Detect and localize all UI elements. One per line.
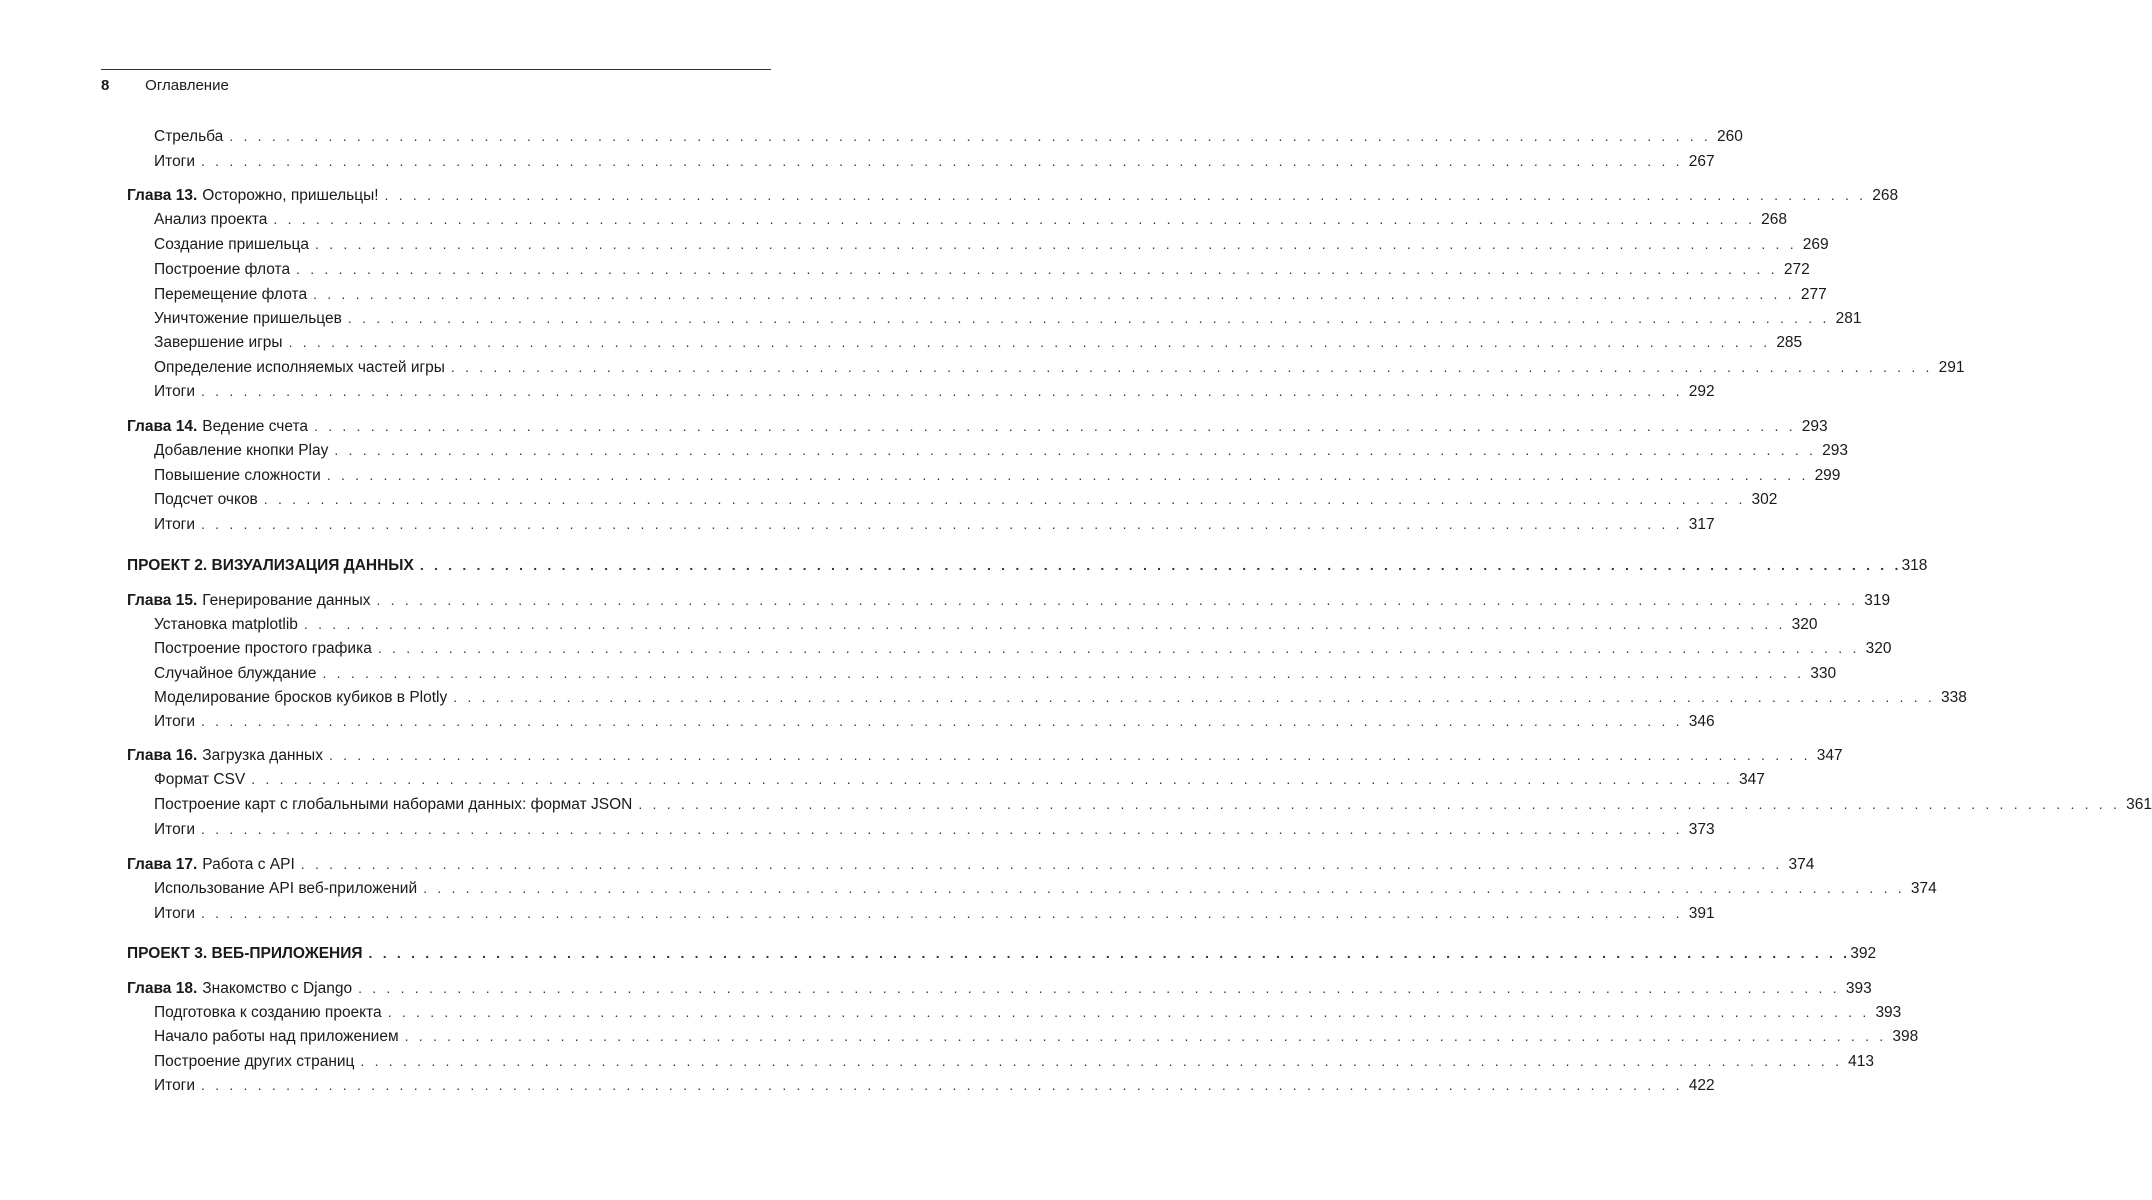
toc-chapter-entry — [127, 853, 1815, 875]
toc-chapter-entry — [127, 184, 1899, 206]
entry-page: 393 — [1875, 1004, 1902, 1021]
toc-section-entry — [154, 793, 2152, 815]
toc-chapter-entry — [127, 415, 1828, 437]
toc-section-entry — [154, 686, 1967, 708]
entry-title — [127, 185, 385, 207]
entry-page: 318 — [1901, 557, 1928, 574]
entry-title: Итоги — [154, 903, 201, 925]
dot-leader: . . . . . . . . . . . . . . . . . . . . . . . . . . . . . . . . . . . . . . . . . . . . . . . . . . . . . . . . . . . . . . . . . . . . . . . . . . . . . . . . . . . . . . . . . . . . . . . . . . . . . . . . . — [358, 980, 1840, 996]
entry-title: Создание пришельца — [154, 234, 315, 256]
dot-leader: . . . . . . . . . . . . . . . . . . . . . . . . . . . . . . . . . . . . . . . . . . . . . . . . . . . . . . . . . . . . . . . . . . . . . . . . . . . . . . . . . . . . . . . . . . . . . . . . . . . . . . . . . — [326, 467, 1809, 483]
dot-leader: . . . . . . . . . . . . . . . . . . . . . . . . . . . . . . . . . . . . . . . . . . . . . . . . . . . . . . . . . . . . . . . . . . . . . . . . . . . . . . . . . . . . . . . . . . . . . . . . . . . . . . . . . — [368, 945, 1851, 961]
toc-section-entry — [154, 710, 1715, 732]
entry-page: 346 — [1688, 713, 1715, 730]
entry-page: 281 — [1835, 310, 1862, 327]
entry-page: 277 — [1800, 286, 1827, 303]
entry-title: Анализ проекта — [154, 209, 273, 231]
toc-section-entry — [154, 818, 1715, 840]
toc-section-entry — [154, 258, 1810, 280]
dot-leader: . . . . . . . . . . . . . . . . . . . . . . . . . . . . . . . . . . . . . . . . . . . . . . . . . . . . . . . . . . . . . . . . . . . . . . . . . . . . . . . . . . . . . . . . . . . . . . . . . . . . . . . . . — [273, 211, 1756, 227]
dot-leader: . . . . . . . . . . . . . . . . . . . . . . . . . . . . . . . . . . . . . . . . . . . . . . . . . . . . . . . . . . . . . . . . . . . . . . . . . . . . . . . . . . . . . . . . . . . . . . . . . . . . . . . . . — [201, 713, 1683, 729]
entry-title: Добавление кнопки Play — [154, 440, 334, 462]
dot-leader: . . . . . . . . . . . . . . . . . . . . . . . . . . . . . . . . . . . . . . . . . . . . . . . . . . . . . . . . . . . . . . . . . . . . . . . . . . . . . . . . . . . . . . . . . . . . . . . . . . . . . . . . . — [347, 310, 1830, 326]
entry-title — [127, 978, 358, 1000]
dot-leader: . . . . . . . . . . . . . . . . . . . . . . . . . . . . . . . . . . . . . . . . . . . . . . . . . . . . . . . . . . . . . . . . . . . . . . . . . . . . . . . . . . . . . . . . . . . . . . . . . . . . . . . . . — [404, 1028, 1887, 1044]
dot-leader: . . . . . . . . . . . . . . . . . . . . . . . . . . . . . . . . . . . . . . . . . . . . . . . . . . . . . . . . . . . . . . . . . . . . . . . . . . . . . . . . . . . . . . . . . . . . . . . . . . . . . . . . . — [384, 187, 1867, 203]
entry-page: 361 — [2126, 796, 2152, 813]
entry-page: 268 — [1761, 211, 1788, 228]
dot-leader: . . . . . . . . . . . . . . . . . . . . . . . . . . . . . . . . . . . . . . . . . . . . . . . . . . . . . . . . . . . . . . . . . . . . . . . . . . . . . . . . . . . . . . . . . . . . . . . . . . . . . . . . . — [201, 383, 1683, 399]
toc-section-entry — [154, 307, 1862, 329]
entry-title: Моделирование бросков кубиков в Plotly — [154, 687, 453, 709]
entry-title: Установка matplotlib — [154, 614, 304, 636]
entry-page: 374 — [1788, 856, 1815, 873]
dot-leader: . . . . . . . . . . . . . . . . . . . . . . . . . . . . . . . . . . . . . . . . . . . . . . . . . . . . . . . . . . . . . . . . . . . . . . . . . . . . . . . . . . . . . . . . . . . . . . . . . . . . . . . . . — [638, 796, 2121, 812]
entry-title: Итоги — [154, 514, 201, 536]
toc-section-entry — [154, 233, 1829, 255]
toc-section-entry — [154, 125, 1743, 147]
dot-leader: . . . . . . . . . . . . . . . . . . . . . . . . . . . . . . . . . . . . . . . . . . . . . . . . . . . . . . . . . . . . . . . . . . . . . . . . . . . . . . . . . . . . . . . . . . . . . . . . . . . . . . . . . — [376, 592, 1859, 608]
dot-leader: . . . . . . . . . . . . . . . . . . . . . . . . . . . . . . . . . . . . . . . . . . . . . . . . . . . . . . . . . . . . . . . . . . . . . . . . . . . . . . . . . . . . . . . . . . . . . . . . . . . . . . . . . — [201, 516, 1683, 532]
entry-page: 319 — [1864, 592, 1891, 609]
entry-title: ПРОЕКТ 2. ВИЗУАЛИЗАЦИЯ ДАННЫХ — [127, 555, 420, 577]
entry-page: 398 — [1892, 1028, 1919, 1045]
chapter-number: Глава 13. — [127, 187, 198, 204]
entry-title — [127, 745, 329, 767]
entry-title — [127, 854, 301, 876]
chapter-title: Генерирование данных — [202, 592, 371, 609]
entry-title: Уничтожение пришельцев — [154, 308, 348, 330]
toc-section-entry — [154, 1025, 1919, 1047]
entry-page: 347 — [1816, 747, 1843, 764]
entry-title — [127, 416, 314, 438]
entry-page: 291 — [1938, 359, 1965, 376]
entry-page: 299 — [1814, 467, 1841, 484]
entry-title: Формат CSV — [154, 769, 251, 791]
toc-section-entry — [154, 488, 1778, 510]
chapter-title: Ведение счета — [202, 418, 309, 435]
entry-page: 422 — [1688, 1077, 1715, 1094]
toc-section-entry — [154, 662, 1837, 684]
toc-section-entry — [154, 150, 1715, 172]
chapter-number: Глава 15. — [127, 592, 198, 609]
entry-page: 330 — [1810, 665, 1837, 682]
toc-section-entry — [154, 331, 1803, 353]
entry-page: 293 — [1801, 418, 1828, 435]
toc-chapter-entry — [127, 744, 1843, 766]
chapter-title: Знакомство с Django — [202, 980, 353, 997]
entry-page: 392 — [1850, 945, 1877, 962]
entry-page: 267 — [1688, 153, 1715, 170]
dot-leader: . . . . . . . . . . . . . . . . . . . . . . . . . . . . . . . . . . . . . . . . . . . . . . . . . . . . . . . . . . . . . . . . . . . . . . . . . . . . . . . . . . . . . . . . . . . . . . . . . . . . . . . . . — [328, 747, 1811, 763]
dot-leader: . . . . . . . . . . . . . . . . . . . . . . . . . . . . . . . . . . . . . . . . . . . . . . . . . . . . . . . . . . . . . . . . . . . . . . . . . . . . . . . . . . . . . . . . . . . . . . . . . . . . . . . . . — [423, 880, 1905, 896]
entry-title: Определение исполняемых частей игры — [154, 357, 451, 379]
entry-page: 269 — [1802, 236, 1829, 253]
entry-title: Перемещение флота — [154, 284, 313, 306]
toc-part-entry — [127, 554, 1928, 576]
entry-page: 338 — [1941, 689, 1967, 706]
entry-page: 374 — [1910, 880, 1937, 897]
dot-leader: . . . . . . . . . . . . . . . . . . . . . . . . . . . . . . . . . . . . . . . . . . . . . . . . . . . . . . . . . . . . . . . . . . . . . . . . . . . . . . . . . . . . . . . . . . . . . . . . . . . . . . . . . — [296, 261, 1778, 277]
toc-section-entry — [154, 1001, 1902, 1023]
entry-page: 317 — [1688, 516, 1715, 533]
entry-title: Случайное блуждание — [154, 663, 322, 685]
toc-section-entry — [154, 464, 1841, 486]
dot-leader: . . . . . . . . . . . . . . . . . . . . . . . . . . . . . . . . . . . . . . . . . . . . . . . . . . . . . . . . . . . . . . . . . . . . . . . . . . . . . . . . . . . . . . . . . . . . . . . . . . . . . . . . . — [360, 1053, 1843, 1069]
chapter-number: Глава 18. — [127, 980, 198, 997]
entry-title: ПРОЕКТ 3. ВЕБ-ПРИЛОЖЕНИЯ — [127, 943, 369, 965]
entry-page: 268 — [1872, 187, 1899, 204]
entry-title: Завершение игры — [154, 332, 289, 354]
entry-title: Итоги — [154, 1075, 201, 1097]
chapter-number: Глава 14. — [127, 418, 198, 435]
dot-leader: . . . . . . . . . . . . . . . . . . . . . . . . . . . . . . . . . . . . . . . . . . . . . . . . . . . . . . . . . . . . . . . . . . . . . . . . . . . . . . . . . . . . . . . . . . . . . . . . . . . . . . . . . — [201, 905, 1683, 921]
toc-chapter-entry — [127, 977, 1872, 999]
entry-title: Построение простого графика — [154, 638, 378, 660]
dot-leader: . . . . . . . . . . . . . . . . . . . . . . . . . . . . . . . . . . . . . . . . . . . . . . . . . . . . . . . . . . . . . . . . . . . . . . . . . . . . . . . . . . . . . . . . . . . . . . . . . . . . . . . . . — [322, 665, 1805, 681]
dot-leader: . . . . . . . . . . . . . . . . . . . . . . . . . . . . . . . . . . . . . . . . . . . . . . . . . . . . . . . . . . . . . . . . . . . . . . . . . . . . . . . . . . . . . . . . . . . . . . . . . . . . . . . . . — [387, 1004, 1870, 1020]
entry-page: 260 — [1717, 128, 1743, 145]
dot-leader: . . . . . . . . . . . . . . . . . . . . . . . . . . . . . . . . . . . . . . . . . . . . . . . . . . . . . . . . . . . . . . . . . . . . . . . . . . . . . . . . . . . . . . . . . . . . . . . . . . . . . . . . . — [201, 1077, 1683, 1093]
entry-page: 292 — [1688, 383, 1715, 400]
toc-section-entry — [154, 637, 1892, 659]
chapter-title: Осторожно, пришельцы! — [202, 187, 379, 204]
entry-page: 347 — [1739, 771, 1765, 788]
dot-leader: . . . . . . . . . . . . . . . . . . . . . . . . . . . . . . . . . . . . . . . . . . . . . . . . . . . . . . . . . . . . . . . . . . . . . . . . . . . . . . . . . . . . . . . . . . . . . . . . . . . . . . . . . — [263, 491, 1746, 507]
entry-title: Подготовка к созданию проекта — [154, 1002, 388, 1024]
dot-leader: . . . . . . . . . . . . . . . . . . . . . . . . . . . . . . . . . . . . . . . . . . . . . . . . . . . . . . . . . . . . . . . . . . . . . . . . . . . . . . . . . . . . . . . . . . . . . . . . . . . . . . . . . — [288, 334, 1771, 350]
dot-leader: . . . . . . . . . . . . . . . . . . . . . . . . . . . . . . . . . . . . . . . . . . . . . . . . . . . . . . . . . . . . . . . . . . . . . . . . . . . . . . . . . . . . . . . . . . . . . . . . . . . . . . . . . — [300, 856, 1783, 872]
toc-section-entry — [154, 902, 1715, 924]
toc-chapter-entry — [127, 589, 1891, 611]
entry-title: Итоги — [154, 151, 201, 173]
entry-page: 373 — [1688, 821, 1715, 838]
toc-section-entry — [154, 768, 1765, 790]
entry-title: Построение других страниц — [154, 1051, 360, 1073]
entry-title: Стрельба — [154, 126, 229, 148]
entry-title: Построение карт с глобальными наборами данных: формат JSON — [154, 794, 638, 816]
toc-section-entry — [154, 1050, 1875, 1072]
entry-title: Повышение сложности — [154, 465, 327, 487]
entry-title: Построение флота — [154, 259, 296, 281]
toc-section-entry — [154, 283, 1827, 305]
entry-page: 393 — [1845, 980, 1872, 997]
dot-leader: . . . . . . . . . . . . . . . . . . . . . . . . . . . . . . . . . . . . . . . . . . . . . . . . . . . . . . . . . . . . . . . . . . . . . . . . . . . . . . . . . . . . . . . . . . . . . . . . . . . . . . . . . — [450, 359, 1933, 375]
dot-leader: . . . . . . . . . . . . . . . . . . . . . . . . . . . . . . . . . . . . . . . . . . . . . . . . . . . . . . . . . . . . . . . . . . . . . . . . . . . . . . . . . . . . . . . . . . . . . . . . . . . . . . . . . — [453, 689, 1935, 705]
entry-title: Итоги — [154, 711, 201, 733]
dot-leader: . . . . . . . . . . . . . . . . . . . . . . . . . . . . . . . . . . . . . . . . . . . . . . . . . . . . . . . . . . . . . . . . . . . . . . . . . . . . . . . . . . . . . . . . . . . . . . . . . . . . . . . . . — [313, 286, 1795, 302]
toc-section-entry — [154, 877, 1937, 899]
entry-page: 293 — [1822, 442, 1848, 459]
toc-section-entry — [154, 356, 1965, 378]
page-number: 8 — [101, 77, 110, 94]
toc-section-entry — [154, 439, 1848, 461]
dot-leader: . . . . . . . . . . . . . . . . . . . . . . . . . . . . . . . . . . . . . . . . . . . . . . . . . . . . . . . . . . . . . . . . . . . . . . . . . . . . . . . . . . . . . . . . . . . . . . . . . . . . . . . . . — [229, 128, 1712, 144]
dot-leader: . . . . . . . . . . . . . . . . . . . . . . . . . . . . . . . . . . . . . . . . . . . . . . . . . . . . . . . . . . . . . . . . . . . . . . . . . . . . . . . . . . . . . . . . . . . . . . . . . . . . . . . . . — [303, 616, 1786, 632]
entry-title: Начало работы над приложением — [154, 1026, 405, 1048]
entry-page: 272 — [1783, 261, 1810, 278]
entry-page: 320 — [1865, 640, 1892, 657]
entry-page: 320 — [1791, 616, 1818, 633]
dot-leader: . . . . . . . . . . . . . . . . . . . . . . . . . . . . . . . . . . . . . . . . . . . . . . . . . . . . . . . . . . . . . . . . . . . . . . . . . . . . . . . . . . . . . . . . . . . . . . . . . . . . . . . . . — [377, 640, 1860, 656]
dot-leader: . . . . . . . . . . . . . . . . . . . . . . . . . . . . . . . . . . . . . . . . . . . . . . . . . . . . . . . . . . . . . . . . . . . . . . . . . . . . . . . . . . . . . . . . . . . . . . . . . . . . . . . . . — [201, 153, 1683, 169]
dot-leader: . . . . . . . . . . . . . . . . . . . . . . . . . . . . . . . . . . . . . . . . . . . . . . . . . . . . . . . . . . . . . . . . . . . . . . . . . . . . . . . . . . . . . . . . . . . . . . . . . . . . . . . . . — [315, 236, 1797, 252]
entry-title: Использование API веб-приложений — [154, 878, 423, 900]
dot-leader: . . . . . . . . . . . . . . . . . . . . . . . . . . . . . . . . . . . . . . . . . . . . . . . . . . . . . . . . . . . . . . . . . . . . . . . . . . . . . . . . . . . . . . . . . . . . . . . . . . . . . . . . . — [419, 557, 1902, 573]
toc-section-entry — [154, 1074, 1715, 1096]
entry-page: 302 — [1751, 491, 1778, 508]
dot-leader: . . . . . . . . . . . . . . . . . . . . . . . . . . . . . . . . . . . . . . . . . . . . . . . . . . . . . . . . . . . . . . . . . . . . . . . . . . . . . . . . . . . . . . . . . . . . . . . . . . . . . . . . . — [251, 771, 1733, 787]
toc-part-entry — [127, 942, 1877, 964]
running-title: Оглавление — [145, 77, 229, 94]
entry-title: Итоги — [154, 381, 201, 403]
entry-title: Итоги — [154, 819, 201, 841]
chapter-number: Глава 17. — [127, 856, 198, 873]
entry-page: 413 — [1848, 1053, 1875, 1070]
toc-section-entry — [154, 208, 1788, 230]
chapter-title: Работа с API — [202, 856, 295, 873]
dot-leader: . . . . . . . . . . . . . . . . . . . . . . . . . . . . . . . . . . . . . . . . . . . . . . . . . . . . . . . . . . . . . . . . . . . . . . . . . . . . . . . . . . . . . . . . . . . . . . . . . . . . . . . . . — [201, 821, 1683, 837]
entry-title — [127, 590, 376, 612]
toc-section-entry — [154, 613, 1818, 635]
chapter-number: Глава 16. — [127, 747, 198, 764]
toc-section-entry — [154, 380, 1715, 402]
entry-title: Подсчет очков — [154, 489, 264, 511]
entry-page: 391 — [1688, 905, 1715, 922]
dot-leader: . . . . . . . . . . . . . . . . . . . . . . . . . . . . . . . . . . . . . . . . . . . . . . . . . . . . . . . . . . . . . . . . . . . . . . . . . . . . . . . . . . . . . . . . . . . . . . . . . . . . . . . . . — [334, 442, 1817, 458]
entry-page: 285 — [1776, 334, 1803, 351]
toc-section-entry — [154, 513, 1715, 535]
chapter-title: Загрузка данных — [202, 747, 323, 764]
dot-leader: . . . . . . . . . . . . . . . . . . . . . . . . . . . . . . . . . . . . . . . . . . . . . . . . . . . . . . . . . . . . . . . . . . . . . . . . . . . . . . . . . . . . . . . . . . . . . . . . . . . . . . . . . — [314, 418, 1796, 434]
